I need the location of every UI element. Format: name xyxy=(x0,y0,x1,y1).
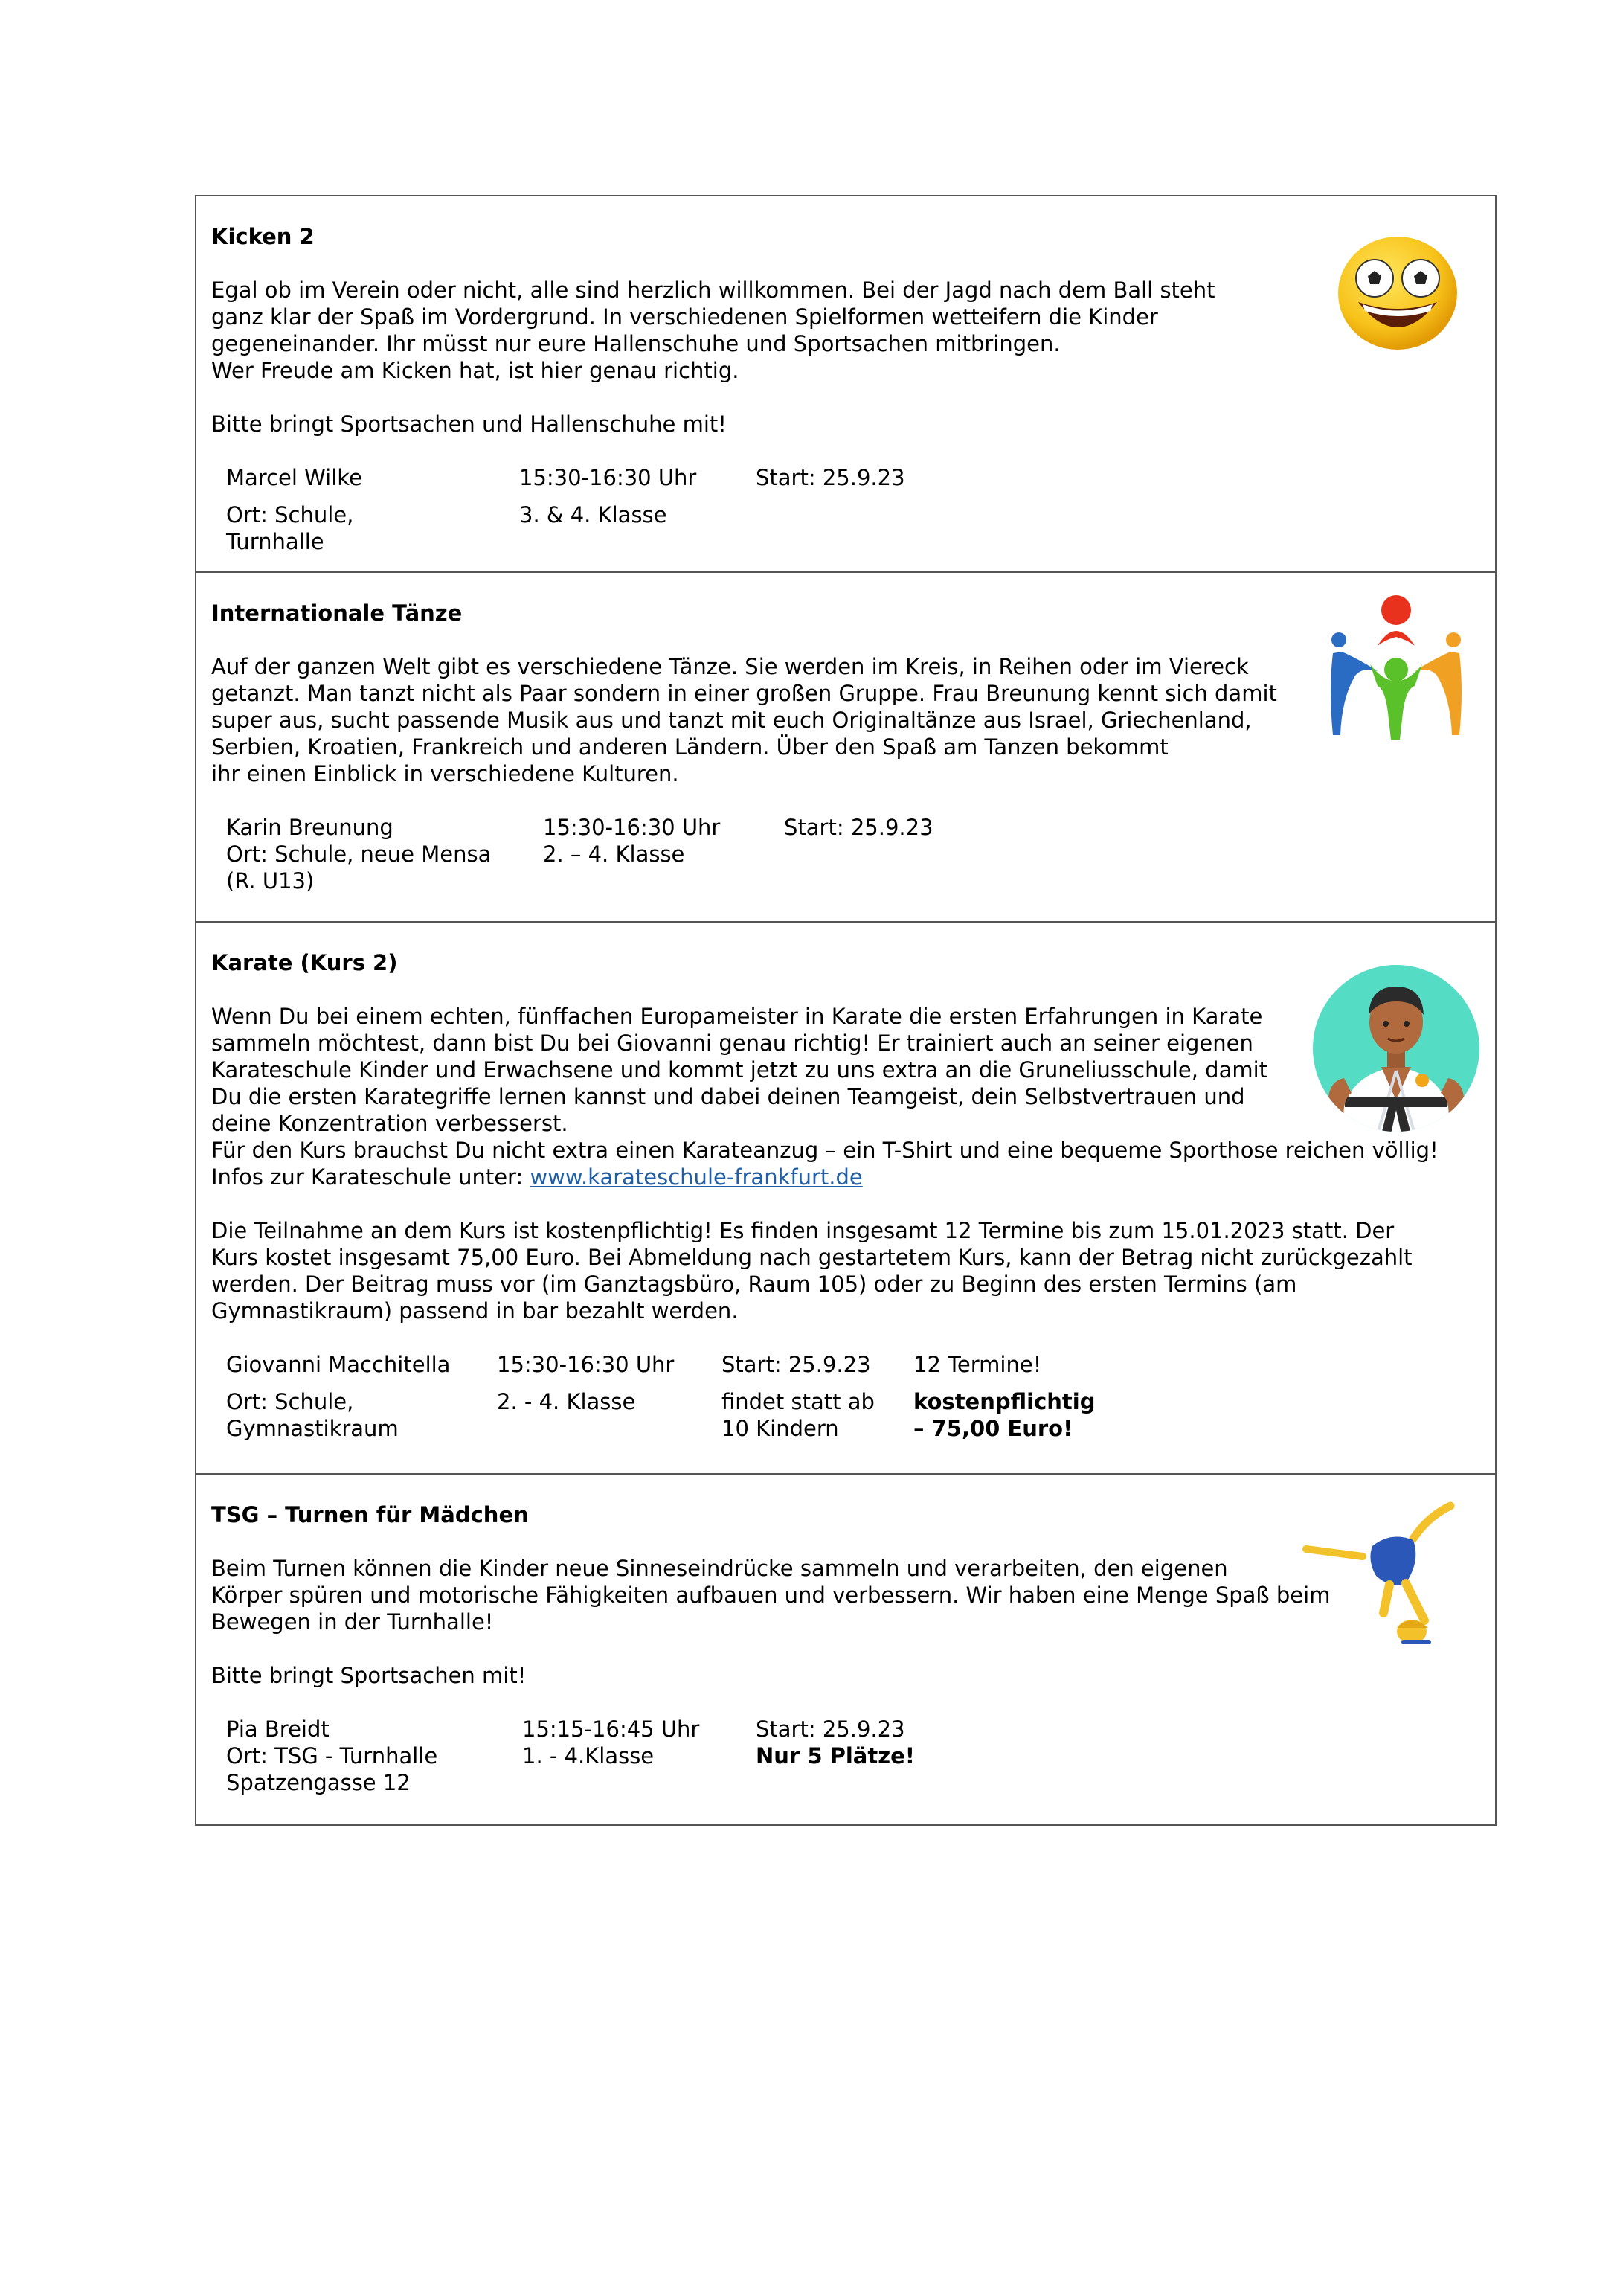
course-location: Ort: Schule, Turnhalle xyxy=(226,502,354,554)
course-info xyxy=(211,1716,1480,1798)
course-dates: 12 Termine! xyxy=(913,1352,1042,1377)
teacher-name: Pia Breidt xyxy=(226,1716,330,1742)
course-time: 15:15-16:45 Uhr xyxy=(522,1716,700,1742)
dancing-people-circle-icon xyxy=(1325,594,1467,743)
course-cost: kostenpflichtig – 75,00 Euro! xyxy=(913,1389,1096,1441)
cartwheel-gymnast-icon xyxy=(1302,1501,1473,1650)
course-title: Karate (Kurs 2) xyxy=(211,950,398,975)
course-dance xyxy=(196,573,1495,923)
course-grade: 3. & 4. Klasse xyxy=(519,502,667,527)
course-info xyxy=(211,814,1480,896)
course-start: Start: 25.9.23 xyxy=(756,1716,905,1742)
course-places: Nur 5 Plätze! xyxy=(756,1743,915,1769)
teacher-name: Marcel Wilke xyxy=(226,465,362,490)
course-time: 15:30-16:30 Uhr xyxy=(543,815,721,840)
course-note: Bitte bringt Sportsachen mit! xyxy=(211,1663,527,1688)
course-info xyxy=(211,464,1480,554)
course-start: Start: 25.9.23 xyxy=(784,815,933,840)
course-title: TSG – Turnen für Mädchen xyxy=(211,1502,529,1527)
course-list xyxy=(195,195,1497,1826)
karateschule-link[interactable]: www.karateschule-frankfurt.de xyxy=(530,1164,863,1190)
course-location: Ort: Schule, Gymnastikraum xyxy=(226,1389,399,1441)
course-time: 15:30-16:30 Uhr xyxy=(519,465,697,490)
course-location: Ort: Schule, neue Mensa (R. U13) xyxy=(226,841,492,894)
course-minimum: findet statt ab 10 Kindern xyxy=(721,1389,875,1441)
course-karate xyxy=(196,923,1495,1475)
course-description: Wenn Du bei einem echten, fünffachen Europameister in Karate die ersten Erfahrungen in Karate sammeln möchtest, dann bist Du bei Giovanni genau richtig! Er trainiert auch an seiner eigenen Karateschule Kinder und Erwachsene und kommt jetzt zu uns extra an die Gruneliusschule, damit Du die ersten Karategriffe lernen kannst und dabei deinen Teamgeist, dein Selbstvertrauen und deine Konzentration verbesserst. Für den Kurs brauchst Du nicht extra einen Karateanzug – ein T-Shirt und eine bequeme Sporthose reichen völlig! Infos zur Karateschule unter: www.karateschule-frankfurt.de xyxy=(211,1004,1439,1190)
course-description: Auf der ganzen Welt gibt es verschiedene Tänze. Sie werden im Kreis, in Reihen oder im Viereck getanzt. Man tanzt nicht als Paar sondern in einer großen Gruppe. Frau Breunung kennt sich damit super aus, sucht passende Musik aus und tanzt mit euch Originaltänze aus Israel, Griechenland, Serbien, Kroatien, Frankreich und anderen Ländern. Über den Spaß am Tanzen bekommt ihr einen Einblick in verschiedene Kulturen. xyxy=(211,654,1277,786)
teacher-name: Giovanni Macchitella xyxy=(226,1352,451,1377)
course-time: 15:30-16:30 Uhr xyxy=(497,1352,675,1377)
grinning-soccer-eyes-emoji-icon xyxy=(1336,234,1459,353)
course-title: Kicken 2 xyxy=(211,224,315,249)
course-start: Start: 25.9.23 xyxy=(721,1352,871,1377)
course-description: Beim Turnen können die Kinder neue Sinneseindrücke sammeln und verarbeiten, den eigenen Körper spüren und motorische Fähigkeiten aufbauen und verbessern. Wir haben eine Menge Spaß beim Bewegen in der Turnhalle! xyxy=(211,1556,1331,1635)
course-description: Egal ob im Verein oder nicht, alle sind herzlich willkommen. Bei der Jagd nach dem Ball steht ganz klar der Spaß im Vordergrund. In verschiedenen Spielformen wetteifern die Kinder gegeneinander. Ihr müsst nur eure Hallenschuhe und Sportsachen mitbringen. Wer Freude am Kicken hat, ist hier genau richtig. xyxy=(211,278,1215,383)
course-gymnastics xyxy=(196,1475,1495,1824)
karate-man-avatar-icon xyxy=(1311,963,1482,1134)
course-grade: 2. – 4. Klasse xyxy=(543,841,685,867)
course-title: Internationale Tänze xyxy=(211,600,463,626)
course-kicken xyxy=(196,196,1495,573)
course-grade: 1. - 4.Klasse xyxy=(522,1743,655,1769)
teacher-name: Karin Breunung xyxy=(226,815,393,840)
course-location: Ort: TSG - Turnhalle Spatzengasse 12 xyxy=(226,1743,438,1795)
course-info xyxy=(211,1351,1480,1440)
course-payment-note: Die Teilnahme an dem Kurs ist kostenpflichtig! Es finden insgesamt 12 Termine bis zum 15.01.2023 statt. Der Kurs kostet insgesamt 75,00 Euro. Bei Abmeldung nach gestartetem Kurs, kann der Betrag nicht zurückgezahlt werden. Der Beitrag muss vor (im Ganztagsbüro, Raum 105) oder zu Beginn des ersten Termins (am Gymnastikraum) passend in bar bezahlt werden. xyxy=(211,1218,1413,1324)
course-note: Bitte bringt Sportsachen und Hallenschuhe mit! xyxy=(211,411,727,437)
course-grade: 2. - 4. Klasse xyxy=(497,1389,636,1414)
course-start: Start: 25.9.23 xyxy=(756,465,905,490)
